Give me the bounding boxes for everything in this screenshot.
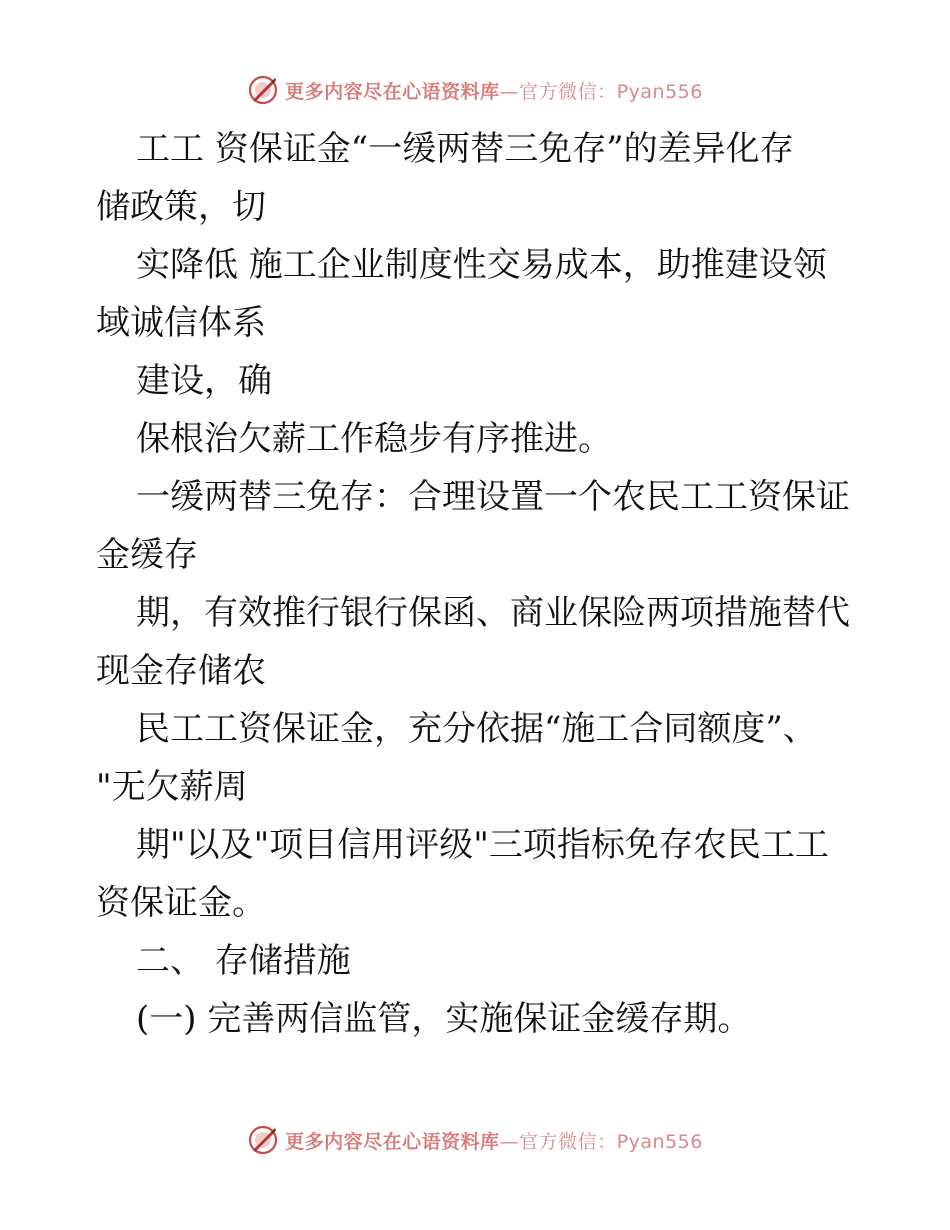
document-line: 现金存储农 (96, 651, 266, 691)
document-line: 实降低 施工企业制度性交易成本，助推建设领 (136, 245, 827, 285)
document-line: 工工 资保证金“一缓两替三免存”的差异化存 (136, 129, 794, 169)
document-line: 保根治欠薪工作稳步有序推进。 (136, 419, 612, 459)
watermark-text (285, 1127, 703, 1154)
quill-seal-icon (247, 1124, 279, 1156)
document-line: 储政策，切 (96, 187, 266, 227)
watermark-brand: 更多内容尽在心语资料库 (285, 1130, 500, 1153)
document-line: 期"以及"项目信用评级"三项指标免存农民工工 (136, 825, 829, 865)
document-line: "无欠薪周 (96, 767, 248, 807)
document-line: 域诚信体系 (96, 303, 266, 343)
watermark-official: 官方微信： (519, 1130, 617, 1153)
watermark-official: 官方微信： (519, 80, 617, 103)
watermark-handle: Pyan556 (616, 1130, 703, 1153)
watermark-separator: — (499, 80, 520, 103)
watermark-text (285, 77, 703, 104)
subsection-heading: (一) 完善两信监管，实施保证金缓存期。 (136, 999, 752, 1039)
document-line: 资保证金。 (96, 883, 266, 923)
quill-seal-icon (247, 74, 279, 106)
document-body (96, 120, 866, 1048)
footer-watermark (0, 1120, 950, 1160)
document-line: 一缓两替三免存：合理设置一个农民工工资保证 (136, 477, 850, 517)
document-line: 金缓存 (96, 535, 198, 575)
watermark-separator: — (499, 1130, 520, 1153)
section-heading: 二、 存储措施 (136, 941, 351, 981)
document-line: 民工工资保证金，充分依据“施工合同额度”、 (136, 709, 817, 749)
document-line: 期，有效推行银行保函、商业保险两项措施替代 (136, 593, 850, 633)
watermark-handle: Pyan556 (616, 80, 703, 103)
header-watermark (0, 70, 950, 110)
document-line: 建设，确 (136, 361, 272, 401)
watermark-brand: 更多内容尽在心语资料库 (285, 80, 500, 103)
